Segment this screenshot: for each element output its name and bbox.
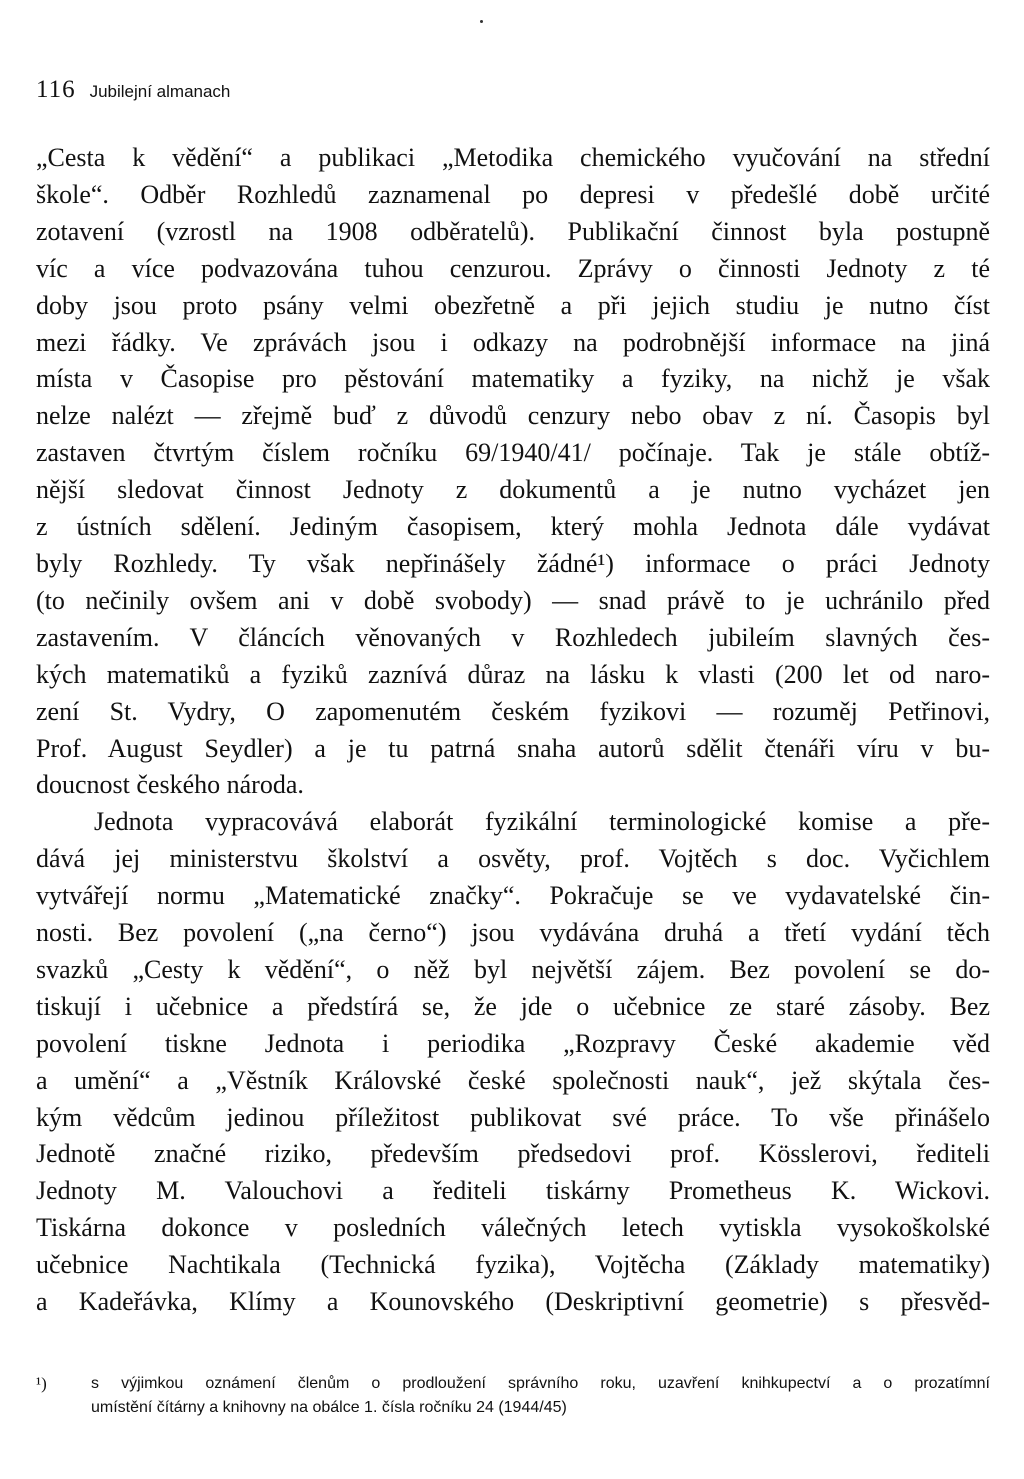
text-line: kým vědcům jedinou příležitost publikovat své práce. To vše přinášelo — [36, 1102, 990, 1132]
text-line: (to nečinily ovšem ani v době svobody) — snad právě to je uchránilo před — [36, 585, 990, 615]
text-line: tiskují i učebnice a předstírá se, že jde o učebnice ze staré zásoby. Bez — [36, 991, 990, 1021]
text-line: povolení tiskne Jednota i periodika „Rozpravy České akademie věd — [36, 1028, 990, 1058]
text-line: škole“. Odběr Rozhledů zaznamenal po depresi v předešlé době určité — [36, 179, 990, 209]
text-line: nosti. Bez povolení („na černo“) jsou vydávána druhá a třetí vydání těch — [36, 918, 990, 948]
text-line: zotavení (vzrostl na 1908 odběratelů). Publikační činnost byla postupně — [36, 216, 990, 246]
text-line: místa v Časopise pro pěstování matematiky a fyziky, na nichž je však — [36, 364, 990, 394]
text-line: doby jsou proto psány velmi obezřetně a při jejich studiu je nutno číst — [36, 290, 990, 320]
text-line: víc a více podvazována tuhou cenzurou. Zprávy o činnosti Jednoty z té — [36, 253, 990, 283]
text-line: a umění“ a „Věstník Královské české společnosti nauk“, jež skýtala čes- — [36, 1065, 990, 1095]
footnote — [36, 1372, 990, 1420]
text-line: zastavením. V článcích věnovaných v Rozhledech jubileím slavných čes- — [36, 622, 990, 652]
text-line: kých matematiků a fyziků zaznívá důraz na lásku k vlasti (200 let od naro- — [36, 659, 990, 689]
text-line: zení St. Vydry, O zapomenutém českém fyzikovi — rozuměj Petřinovi, — [36, 696, 990, 726]
footnote-marker: ¹) — [36, 1374, 47, 1393]
text-line: byly Rozhledy. Ty však nepřinášely žádné¹) informace o práci Jednoty — [36, 548, 990, 578]
page-number: 116 — [36, 76, 76, 103]
print-speck — [480, 20, 483, 23]
text-line: nelze nalézt — zřejmě buď z důvodů cenzury nebo obav z ní. Časopis byl — [36, 401, 990, 431]
text-line: Jednota vypracovává elaborát fyzikální terminologické komise a pře- — [94, 807, 990, 837]
running-title: Jubilejní almanach — [89, 82, 231, 101]
text-line: svazků „Cesty k vědění“, o něž byl největší zájem. Bez povolení se do- — [36, 954, 990, 984]
text-line: dává jej ministerstvu školství a osvěty, prof. Vojtěch s doc. Vyčichlem — [36, 844, 990, 874]
text-line: a Kadeřávka, Klímy a Kounovského (Deskriptivní geometrie) s přesvěd- — [36, 1287, 990, 1317]
text-line: vytvářejí normu „Matematické značky“. Pokračuje se ve vydavatelské čin- — [36, 881, 990, 911]
text-line: Tiskárna dokonce v posledních válečných letech vytiskla vysokoškolské — [36, 1213, 990, 1243]
text-line: nější sledovat činnost Jednoty z dokumentů a je nutno vycházet jen — [36, 475, 990, 505]
body-text — [36, 140, 990, 1321]
text-line: mezi řádky. Ve zprávách jsou i odkazy na podrobnější informace na jiná — [36, 327, 990, 357]
text-line: zastaven čtvrtým číslem ročníku 69/1940/41/ počínaje. Tak je stále obtíž- — [36, 438, 990, 468]
page-header — [36, 76, 230, 104]
text-line: Prof. August Seydler) a je tu patrná snaha autorů sdělit čtenáři víru v bu- — [36, 733, 990, 763]
text-line: z ústních sdělení. Jediným časopisem, který mohla Jednota dále vydávat — [36, 512, 990, 542]
footnote-line: s výjimkou oznámení členům o prodloužení správního roku, uzavření knihkupectví a o prozatímní — [91, 1375, 990, 1392]
text-line: doucnost českého národa. — [36, 770, 304, 800]
text-line: „Cesta k vědění“ a publikaci „Metodika chemického vyučování na střední — [36, 143, 990, 172]
text-line: Jednotě značné riziko, především předsedovi prof. Kösslerovi, řediteli — [36, 1139, 990, 1169]
text-line: učebnice Nachtikala (Technická fyzika), Vojtěcha (Základy matematiky) — [36, 1250, 990, 1280]
footnote-line: umístění čítárny a knihovny na obálce 1. čísla ročníku 24 (1944/45) — [91, 1399, 567, 1416]
text-line: Jednoty M. Valouchovi a řediteli tiskárny Prometheus K. Wickovi. — [36, 1176, 990, 1206]
